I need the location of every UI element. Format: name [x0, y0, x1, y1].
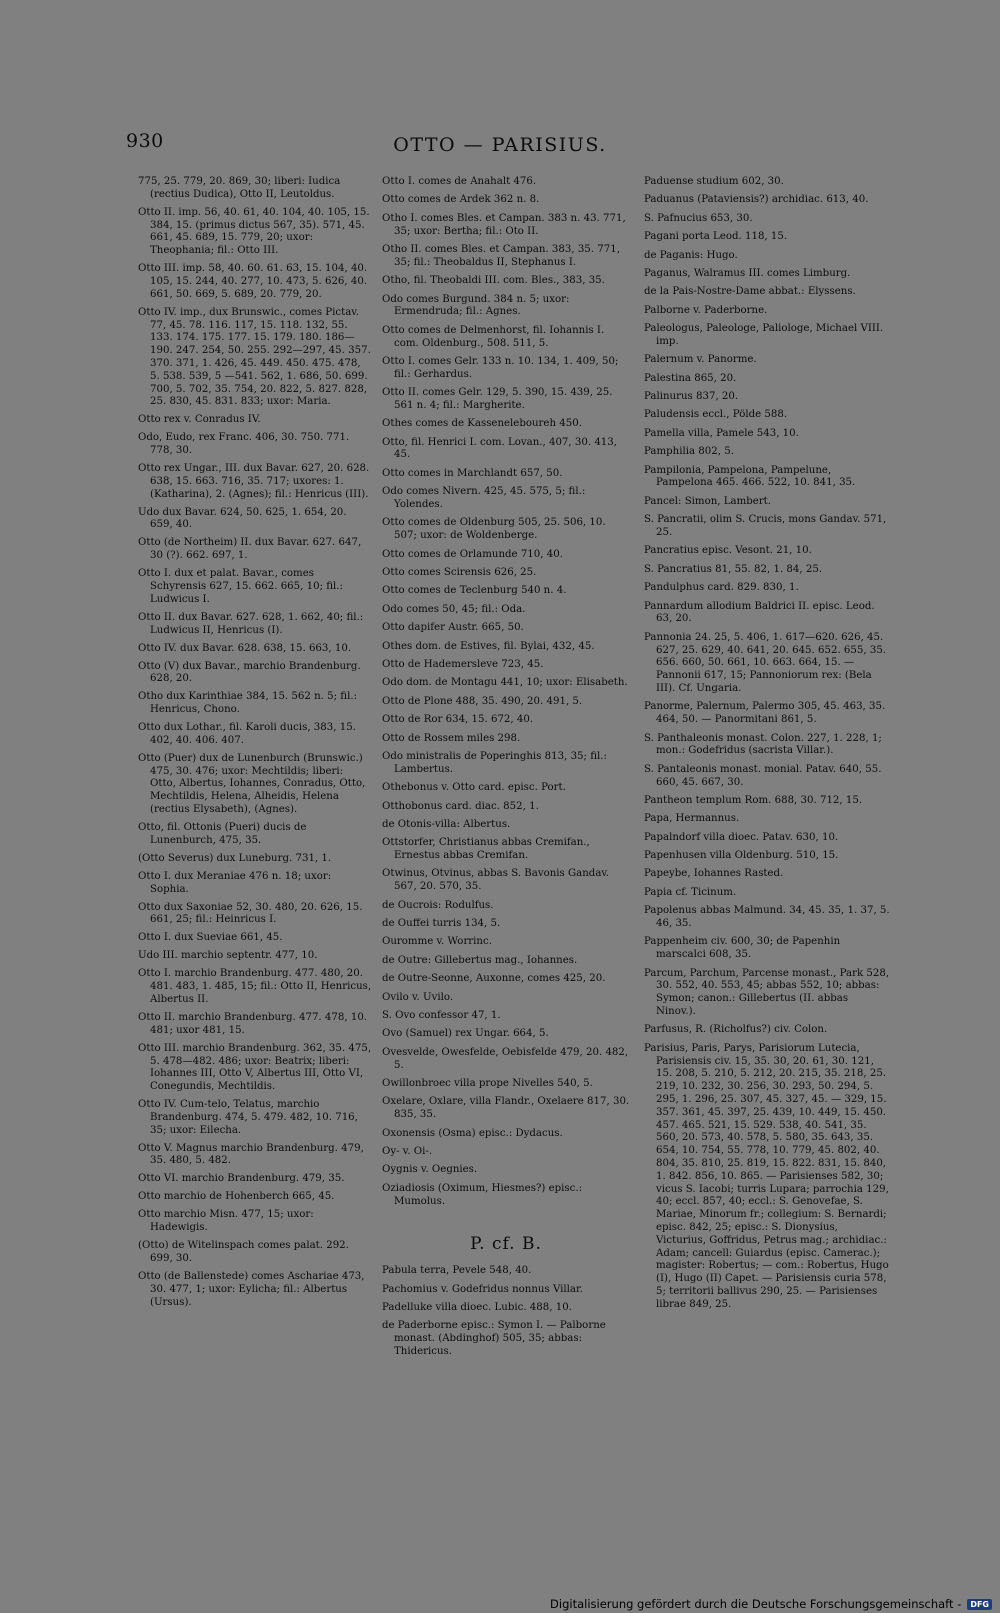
index-entry: Otto (V) dux Bavar., marchio Brandenburg. 628, 20.	[138, 660, 361, 685]
index-entry: Odo comes 50, 45; fil.: Oda.	[382, 603, 526, 615]
index-entry: Otto de Hademersleve 723, 45.	[382, 658, 544, 670]
index-entry: Otto V. Magnus marchio Brandenburg. 479, 35. 480, 5. 482.	[138, 1142, 364, 1167]
index-column-3	[644, 176, 890, 1317]
index-entry: (Otto Severus) dux Luneburg. 731, 1.	[138, 852, 332, 864]
index-column-2	[382, 176, 630, 1364]
index-entry: Pabula terra, Pevele 548, 40.	[382, 1265, 532, 1277]
index-entry: (Otto) de Witelinspach comes palat. 292. 699, 30.	[138, 1240, 349, 1264]
index-entry: Otto de Ror 634, 15. 672, 40.	[382, 714, 534, 726]
index-entry: Otho dux Karinthiae 384, 15. 562 n. 5; fil.: Henricus, Chono.	[138, 691, 358, 716]
index-entry: Otto (de Ballenstede) comes Aschariae 473, 30. 477, 1; uxor: Eylicha; fil.: Albertus (Ursus).	[138, 1270, 365, 1308]
index-entry: Ovilo v. Uvilo.	[382, 991, 454, 1003]
index-entry: Otto comes de Delmenhorst, fil. Iohannis I. com. Oldenburg., 508. 511, 5.	[382, 324, 605, 349]
index-entry: Otto, fil. Ottonis (Pueri) ducis de Lunenburch, 475, 35.	[138, 822, 307, 846]
index-entry: Papenhusen villa Oldenburg. 510, 15.	[644, 850, 839, 862]
index-entry: Pappenheim civ. 600, 30; de Papenhin marscalci 608, 35.	[644, 936, 841, 961]
index-entry: Paleologus, Paleologe, Paliologe, Michael VIII. imp.	[644, 323, 884, 347]
index-entry: Otto dux Lothar., fil. Karoli ducis, 383, 15. 402, 40. 406. 407.	[138, 722, 356, 746]
index-entry: Paduanus (Pataviensis?) archidiac. 613, 40.	[644, 194, 869, 206]
index-entry: Palestina 865, 20.	[644, 372, 737, 384]
index-entry: Pagani porta Leod. 118, 15.	[644, 231, 788, 243]
index-entry: de la Pais-Nostre-Dame abbat.: Elyssens.	[644, 286, 856, 298]
index-entry: Pancel: Simon, Lambert.	[644, 495, 772, 507]
index-entry: Odo comes Nivern. 425, 45. 575, 5; fil.: Yolendes.	[382, 486, 586, 511]
index-entry: Oziadiosis (Oximum, Hiesmes?) episc.: Mumolus.	[382, 1182, 583, 1207]
index-entry: Owillonbroec villa prope Nivelles 540, 5.	[382, 1077, 593, 1089]
index-entry: S. Pancratii, olim S. Crucis, mons Gandav. 571, 25.	[644, 514, 887, 539]
index-entry: Otto (de Northeim) II. dux Bavar. 627. 647, 30 (?). 662. 697, 1.	[138, 537, 362, 562]
index-entry: Oygnis v. Oegnies.	[382, 1164, 478, 1176]
index-entry: Palinurus 837, 20.	[644, 391, 739, 403]
index-entry: Otto (Puer) dux de Lunenburch (Brunswic.) 475, 30. 476; uxor: Mechtildis; liberi: Otto, Albertus, Iohannes, Conradus, Otto, Mechtildis, Helena, Alheidis, Helena (rectius Elysabeth), (Agnes).	[138, 752, 366, 816]
index-entry: Otto II. dux Bavar. 627. 628, 1. 662, 40; fil.: Ludwicus II, Henricus (I).	[138, 611, 364, 636]
index-entry: S. Panthaleonis monast. Colon. 227, 1. 228, 1; mon.: Godefridus (sacrista Villar.).	[644, 732, 882, 757]
index-entry: Odo comes Burgund. 384 n. 5; uxor: Ermendruda; fil.: Agnes.	[382, 293, 570, 318]
index-entry: Otwinus, Otvinus, abbas S. Bavonis Gandav. 567, 20. 570, 35.	[382, 868, 610, 893]
index-entry: Otto dapifer Austr. 665, 50.	[382, 622, 524, 634]
index-entry: de Ouffei turris 134, 5.	[382, 918, 501, 930]
index-entry: Otto IV. dux Bavar. 628. 638, 15. 663, 10.	[138, 642, 352, 654]
index-entry: Paludensis eccl., Pölde 588.	[644, 409, 788, 421]
index-entry: Parfusus, R. (Richolfus?) civ. Colon.	[644, 1024, 828, 1036]
index-entry: Oxelare, Oxlare, villa Flandr., Oxelaere 817, 30. 835, 35.	[382, 1096, 630, 1121]
column-2-entries	[382, 176, 630, 1208]
index-entry: Ottstorfer, Christianus abbas Cremifan., Ernestus abbas Cremifan.	[382, 837, 590, 862]
index-entry: Othes dom. de Estives, fil. Bylai, 432, 45.	[382, 640, 595, 652]
index-entry: Otto II. marchio Brandenburg. 477. 478, 10. 481; uxor 481, 15.	[138, 1011, 368, 1036]
index-entry: Otto marchio de Hohenberch 665, 45.	[138, 1191, 335, 1203]
index-entry: Ovo (Samuel) rex Ungar. 664, 5.	[382, 1028, 549, 1040]
index-entry: de Outre-Seonne, Auxonne, comes 425, 20.	[382, 973, 606, 985]
index-entry: Papa, Hermannus.	[644, 813, 740, 825]
index-entry: de Paganis: Hugo.	[644, 249, 738, 261]
index-entry: Ovesvelde, Owesfelde, Oebisfelde 479, 20. 482, 5.	[382, 1046, 629, 1071]
index-entry: Pampilonia, Pampelona, Pampelune, Pampelona 465. 466. 522, 10. 841, 35.	[644, 464, 856, 489]
index-entry: Otto comes de Ardek 362 n. 8.	[382, 194, 540, 206]
index-entry: Pamella villa, Pamele 543, 10.	[644, 427, 799, 439]
index-entry: Otto VI. marchio Brandenburg. 479, 35.	[138, 1173, 345, 1185]
dfg-logo: DFG	[967, 1599, 992, 1610]
index-entry: Otho, fil. Theobaldi III. com. Bles., 383, 35.	[382, 275, 605, 287]
index-entry: Otto de Plone 488, 35. 490, 20. 491, 5.	[382, 695, 583, 707]
digitization-footer	[550, 1597, 992, 1611]
index-entry: Parisius, Paris, Parys, Parisiorum Lutecia, Parisiensis civ. 15, 35. 30, 20. 61, 30. 121, 15. 208, 5. 210, 5. 212, 20. 215, 35. 218, 25. 219, 10. 232, 30. 256, 30. 293, 50. 294, 5. 295, 1. 296, 25. 307, 45. 327, 45. — 329, 15. 357. 361, 45. 397, 25. 439, 10. 449, 15. 450. 457. 465. 521, 15. 529. 538, 40. 541, 35. 560, 20. 573, 40. 578, 5. 580, 35. 643, 35. 654, 10. 754, 55. 778, 10. 779, 45. 802, 40. 804, 35. 810, 25. 819, 15. 822. 831, 15. 840, 1. 842. 856, 10. 865. — Parisienses 582, 30; vicus S. Iacobi; turris Lupara; parrochia 129, 40; eccl. 857, 40; eccl.: S. Genovefae, S. Mariae, Minorum fr.; collegium: S. Bernardi; episc. 842, 25; episc.: S. Dionysius, Victurius, Goffridus, Petrus mag.; archidiac.: Adam; cancell: Guiardus (episc. Camerac.); magister: Robertus; — com.: Robertus, Hugo (I), Hugo (II) Capet. — Parisiensis curia 578, 5; territorii ballivus 290, 25. — Parisienses librae 849, 25.	[644, 1042, 889, 1310]
index-entry: Otto comes de Orlamunde 710, 40.	[382, 548, 563, 560]
index-entry: Padelluke villa dioec. Lubic. 488, 10.	[382, 1301, 572, 1313]
index-entry: Otto marchio Misn. 477, 15; uxor: Hadewigis.	[138, 1209, 314, 1234]
index-entry: Pamphilia 802, 5.	[644, 446, 734, 458]
index-entry: Oy- v. Oi-.	[382, 1145, 433, 1157]
index-entry: Papolenus abbas Malmund. 34, 45. 35, 1. 37, 5. 46, 35.	[644, 905, 890, 930]
index-entry: Pandulphus card. 829. 830, 1.	[644, 582, 799, 594]
index-entry: Otthobonus card. diac. 852, 1.	[382, 800, 539, 812]
index-entry: Pancratius episc. Vesont. 21, 10.	[644, 545, 812, 557]
index-entry: Otto I. dux Meraniae 476 n. 18; uxor: Sophia.	[138, 870, 332, 895]
index-entry: Otho I. comes Bles. et Campan. 383 n. 43. 771, 35; uxor: Bertha; fil.: Oto II.	[382, 212, 626, 237]
footer-text: Digitalisierung gefördert durch die Deutsche Forschungsgemeinschaft -	[550, 1597, 962, 1611]
index-entry: Panorme, Palernum, Palermo 305, 45. 463, 35. 464, 50. — Panormitani 861, 5.	[644, 701, 886, 726]
index-entry: Otto de Rossem miles 298.	[382, 732, 521, 744]
index-entry: Odo ministralis de Poperinghis 813, 35; fil.: Lambertus.	[382, 750, 607, 775]
index-entry: de Otonis-villa: Albertus.	[382, 818, 511, 830]
index-entry: Papia cf. Ticinum.	[644, 886, 737, 898]
page-number: 930	[126, 130, 164, 152]
running-head: OTTO — PARISIUS.	[393, 134, 607, 156]
index-entry: Odo, Eudo, rex Franc. 406, 30. 750. 771. 778, 30.	[138, 432, 350, 457]
index-entry: Udo dux Bavar. 624, 50. 625, 1. 654, 20. 659, 40.	[138, 506, 347, 531]
index-entry: Otto dux Saxoniae 52, 30. 480, 20. 626, 15. 661, 25; fil.: Heinricus I.	[138, 901, 363, 926]
index-entry: Otto I. comes Gelr. 133 n. 10. 134, 1. 409, 50; fil.: Gerhardus.	[382, 355, 619, 380]
index-entry: Otto comes Scirensis 626, 25.	[382, 567, 537, 579]
index-entry: Paduense studium 602, 30.	[644, 176, 784, 187]
index-entry: Palborne v. Paderborne.	[644, 304, 768, 316]
index-entry: Paganus, Walramus III. comes Limburg.	[644, 267, 851, 279]
index-entry: Othebonus v. Otto card. episc. Port.	[382, 782, 566, 794]
index-entry: Otto III. imp. 58, 40. 60. 61. 63, 15. 104, 40. 105, 15. 244, 40. 277, 10. 473, 5. 626, 40. 661, 50. 669, 5. 689, 20. 779, 20.	[138, 263, 368, 300]
index-entry: Udo III. marchio septentr. 477, 10.	[138, 950, 318, 962]
index-entry: Otto comes de Teclenburg 540 n. 4.	[382, 585, 567, 597]
index-entry: Othes comes de Kasseneleboureh 450.	[382, 418, 582, 430]
index-entry: Otto IV. Cum-telo, Telatus, marchio Brandenburg. 474, 5. 479. 482, 10. 716, 35; uxor: Eilecha.	[138, 1099, 358, 1136]
index-entry: Otto comes in Marchlandt 657, 50.	[382, 467, 563, 479]
index-entry: de Outre: Gillebertus mag., Iohannes.	[382, 954, 578, 966]
index-entry: S. Ovo confessor 47, 1.	[382, 1010, 501, 1022]
index-entry: Palernum v. Panorme.	[644, 354, 757, 366]
section-p-entries	[382, 1265, 630, 1359]
index-entry: Pachomius v. Godefridus nonnus Villar.	[382, 1283, 583, 1295]
index-entry: Otto III. marchio Brandenburg. 362, 35. 475, 5. 478—482. 486; uxor: Beatrix; liberi: Iohannes III, Otto V, Albertus III, Otto VI, Conegundis, Mechtildis.	[138, 1042, 372, 1093]
index-entry: Otto comes de Oldenburg 505, 25. 506, 10. 507; uxor: de Woldenberge.	[382, 517, 606, 542]
section-heading-p: P. cf. B.	[470, 1234, 542, 1255]
index-entry: 775, 25. 779, 20. 869, 30; liberi: Iudica (rectius Dudica), Otto II, Leutoldus.	[138, 176, 341, 200]
index-entry: Otto rex v. Conradus IV.	[138, 414, 261, 426]
index-entry: S. Pancratius 81, 55. 82, 1. 84, 25.	[644, 563, 823, 575]
index-entry: Otto I. marchio Brandenburg. 477. 480, 20. 481. 483, 1. 485, 15; fil.: Otto II, Henricus, Albertus II.	[138, 968, 372, 1005]
index-entry: Oxonensis (Osma) episc.: Dydacus.	[382, 1127, 563, 1139]
index-entry: Otto II. comes Gelr. 129, 5. 390, 15. 439, 25. 561 n. 4; fil.: Margherite.	[382, 387, 613, 411]
index-entry: Papalndorf villa dioec. Patav. 630, 10.	[644, 831, 839, 843]
index-entry: S. Pantaleonis monast. monial. Patav. 640, 55. 660, 45. 667, 30.	[644, 763, 882, 788]
index-entry: Ouromme v. Worrinc.	[382, 936, 492, 948]
index-entry: S. Pafnucius 653, 30.	[644, 212, 753, 224]
index-column-1	[138, 176, 372, 1315]
index-entry: Otto I. comes de Anahalt 476.	[382, 176, 537, 187]
index-entry: Pantheon templum Rom. 688, 30. 712, 15.	[644, 794, 863, 806]
index-entry: Otto IV. imp., dux Brunswic., comes Pictav. 77, 45. 78. 116. 117, 15. 118. 132, 55. 133. 174. 175. 177. 15. 179. 180. 186—190. 247. 254, 50. 255. 292—297, 45. 357. 370. 371, 1. 426, 45. 449. 450. 475. 478, 5. 538. 539, 5 —541. 562, 1. 686, 50. 699. 700, 5. 702, 35. 754, 20. 822, 5. 827. 828, 25. 830, 45. 831. 833; uxor: Maria.	[138, 306, 371, 408]
index-entry: Pannardum allodium Baldrici II. episc. Leod. 63, 20.	[644, 600, 875, 625]
index-entry: Otto II. imp. 56, 40. 61, 40. 104, 40. 105, 15. 384, 15. (primus dictus 567, 35). 571, 45. 661, 45. 689, 15. 779, 20; uxor: Theophania; fil.: Otto III.	[138, 206, 370, 257]
index-entry: Otto I. dux Sueviae 661, 45.	[138, 932, 283, 944]
index-entry: Otho II. comes Bles. et Campan. 383, 35. 771, 35; fil.: Theobaldus II, Stephanus I.	[382, 243, 620, 268]
index-entry: Otto, fil. Henrici I. com. Lovan., 407, 30. 413, 45.	[382, 436, 618, 461]
index-entry: Parcum, Parchum, Parcense monast., Park 528, 30. 552, 40. 553, 45; abbas 552, 10; abbas: Symon; canon.: Gillebertus (II. abbas Ninov.).	[644, 967, 890, 1018]
index-entry: Otto I. dux et palat. Bavar., comes Schyrensis 627, 15. 662. 665, 10; fil.: Ludwicus I.	[138, 568, 343, 605]
index-entry: Otto rex Ungar., III. dux Bavar. 627, 20. 628. 638, 15. 663. 716, 35. 717; uxores: 1. (Katharina), 2. (Agnes); fil.: Henricus (III).	[138, 463, 370, 500]
index-entry: Pannonia 24. 25, 5. 406, 1. 617—620. 626, 45. 627, 25. 629, 40. 641, 20. 645. 652. 655, 35. 656. 660, 50. 661, 10. 663. 664, 15. — Pannonii 617, 15; Pannoniorum rex: (Bela III). Cf. Ungaria.	[644, 631, 887, 694]
index-entry: de Oucrois: Rodulfus.	[382, 899, 494, 911]
index-entry: de Paderborne episc.: Symon I. — Palborne monast. (Abdinghof) 505, 35; abbas: Thidericus.	[382, 1320, 606, 1357]
index-entry: Odo dom. de Montagu 441, 10; uxor: Elisabeth.	[382, 677, 628, 689]
index-entry: Papeybe, Iohannes Rasted.	[644, 868, 784, 880]
